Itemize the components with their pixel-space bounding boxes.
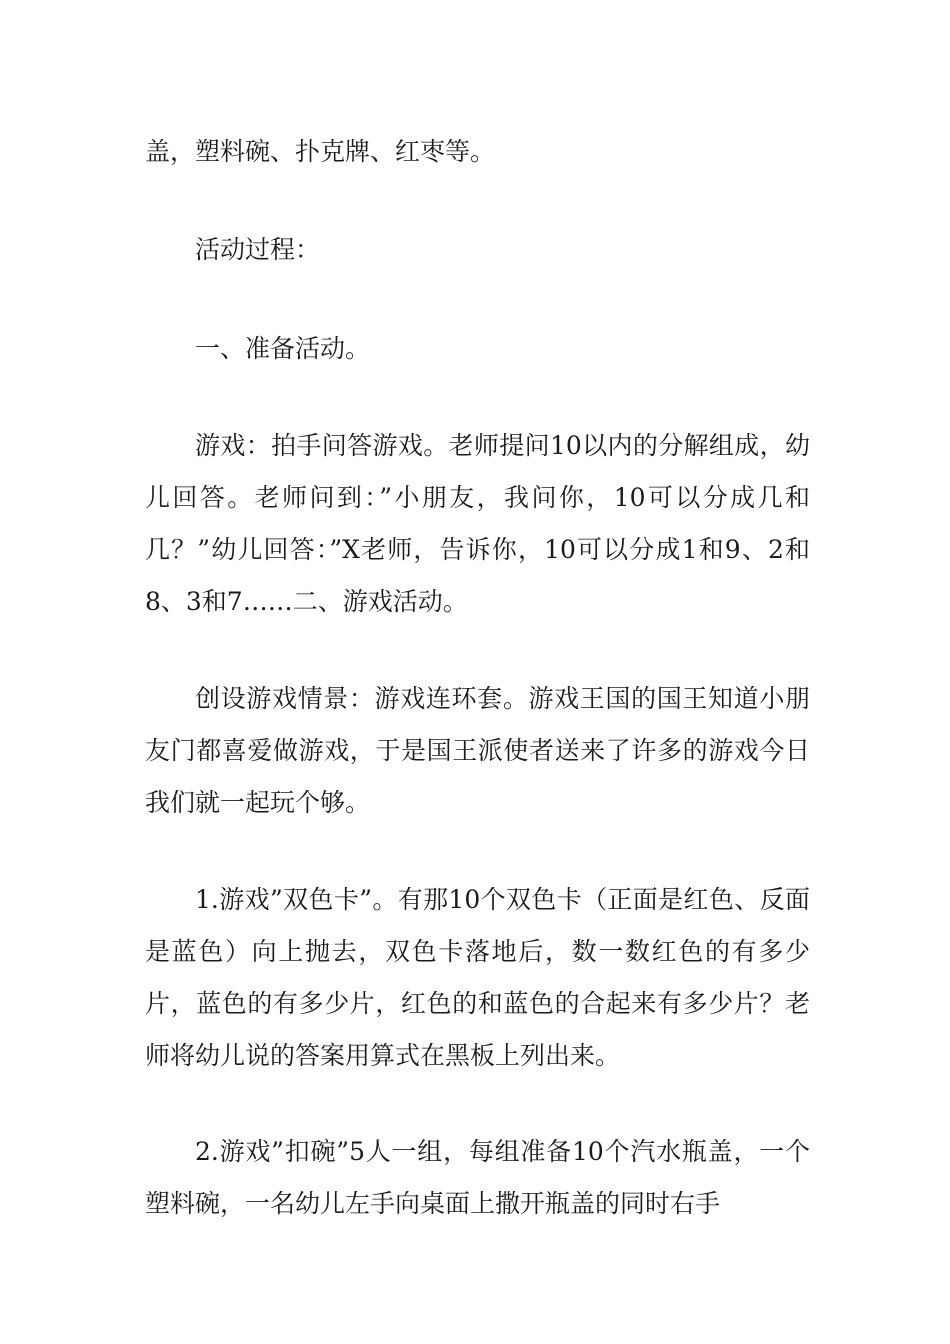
paragraph-preparation-heading: 一、准备活动。 [195,334,371,363]
paragraph-game-scenario: 创设游戏情景：游戏连环套。游戏王国的国王知道小朋友门都喜爱做游戏，于是国王派使者送来了许多的游戏今日我们就一起玩个够。 [145,684,810,817]
paragraph-bowl-game: 2.游戏”扣碗”5人一组，每组准备10个汽水瓶盖，一个塑料碗，一名幼儿左手向桌面上撒开瓶盖的同时右手 [145,1137,810,1218]
paragraph-clapping-game: 游戏：拍手问答游戏。老师提问10以内的分解组成，幼儿回答。老师问到：”小朋友，我问你，10可以分成几和几？”幼儿回答：”X老师，告诉你，10可以分成1和9、2和8、3和7……二、游戏活动。 [145,431,810,616]
paragraph-two-color-card-game: 1.游戏”双色卡”。有那10个双色卡（正面是红色、反面是蓝色）向上抛去，双色卡落地后，数一数红色的有多少片，蓝色的有多少片，红色的和蓝色的合起来有多少片？老师将幼儿说的答案用算式在黑板上列出来。 [145,885,810,1070]
paragraph-materials-continued: 盖，塑料碗、扑克牌、红枣等。 [145,137,496,166]
paragraph-activity-process-heading: 活动过程： [195,235,321,264]
